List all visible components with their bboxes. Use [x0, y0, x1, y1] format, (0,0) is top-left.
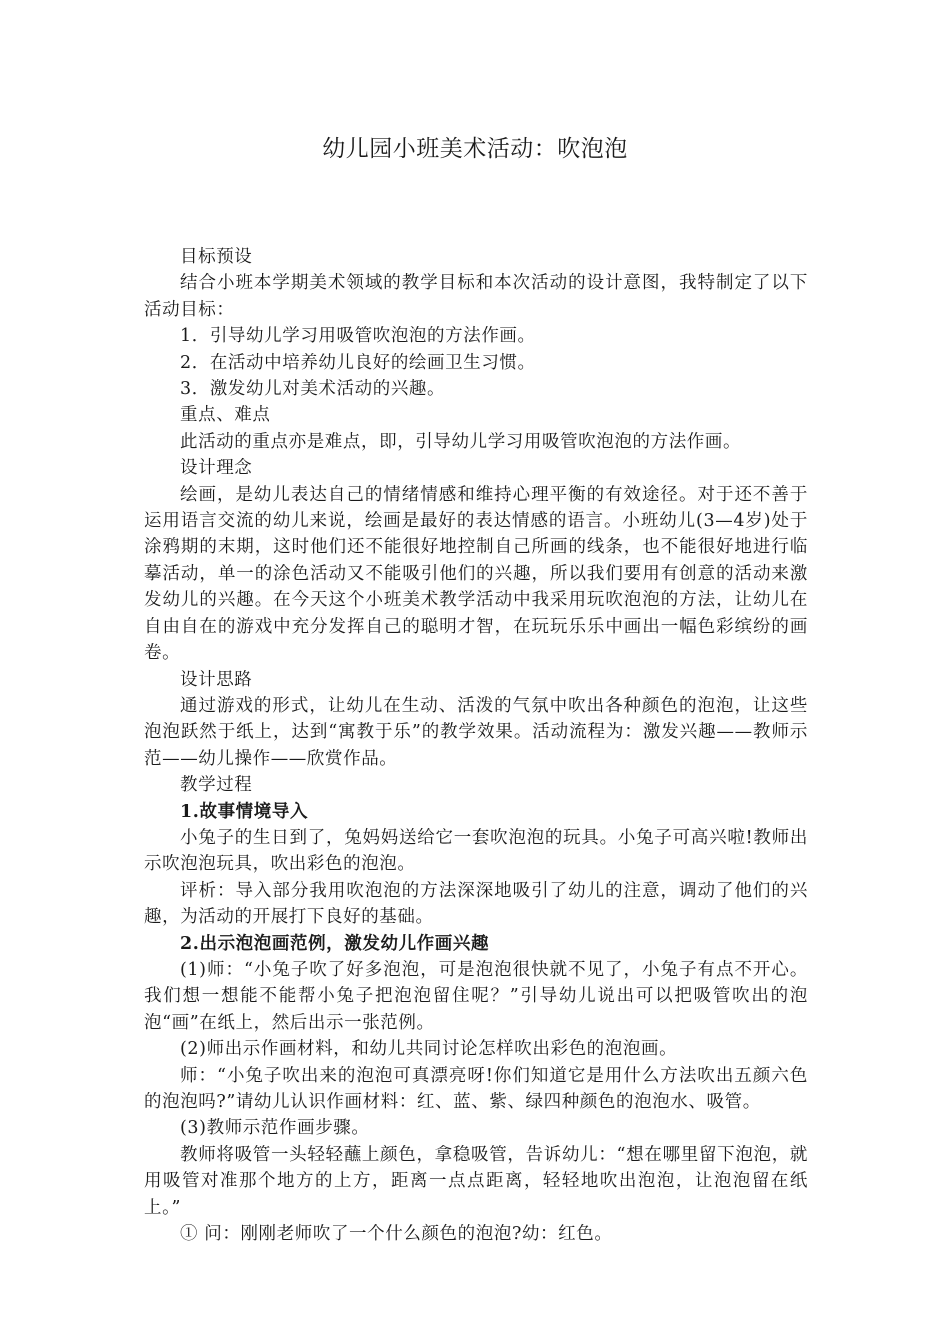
paragraph-teacher-quote: 师：“小兔子吹出来的泡泡可真漂亮呀!你们知道它是用什么方法吹出五颜六色的泡泡吗?”请幼儿认识作画材料：红、蓝、紫、绿四种颜色的泡泡水、吸管。 [144, 1065, 808, 1112]
paragraph-substep-2: (2)师出示作画材料，和幼儿共同讨论怎样吹出彩色的泡泡画。 [180, 1039, 678, 1060]
section-heading-design-concept: 设计理念 [180, 458, 253, 479]
paragraph-key-points: 此活动的重点亦是难点，即，引导幼儿学习用吸管吹泡泡的方法作画。 [180, 431, 742, 452]
section-heading-key-points: 重点、难点 [180, 405, 271, 426]
section-heading-teaching-process: 教学过程 [180, 775, 253, 796]
step-heading-2: 2.出示泡泡画范例，激发幼儿作画兴趣 [180, 933, 490, 954]
paragraph-question-1: ① 问：刚刚老师吹了一个什么颜色的泡泡?幼：红色。 [180, 1224, 613, 1245]
paragraph-substep-1: (1)师：“小兔子吹了好多泡泡，可是泡泡很快就不见了，小兔子有点不开心。我们想一想能不能帮小兔子把泡泡留住呢？”引导幼儿说出可以把吸管吹出的泡泡“画”在纸上，然后出示一张范例。 [144, 959, 808, 1033]
goal-item-1: 1．引导幼儿学习用吸管吹泡泡的方法作画。 [180, 326, 536, 347]
goal-item-3: 3．激发幼儿对美术活动的兴趣。 [180, 379, 446, 400]
section-heading-design-ideas: 设计思路 [180, 669, 253, 690]
document-body [144, 244, 808, 1247]
paragraph-demo-steps: 教师将吸管一头轻轻蘸上颜色，拿稳吸管，告诉幼儿：“想在哪里留下泡泡，就用吸管对准那个地方的上方，距离一点点距离，轻轻地吹出泡泡，让泡泡留在纸上。” [144, 1144, 808, 1218]
paragraph-goals-intro: 结合小班本学期美术领域的教学目标和本次活动的设计意图，我特制定了以下活动目标： [144, 273, 808, 320]
goal-item-2: 2．在活动中培养幼儿良好的绘画卫生习惯。 [180, 352, 536, 373]
paragraph-story-intro: 小兔子的生日到了，兔妈妈送给它一套吹泡泡的玩具。小兔子可高兴啦!教师出示吹泡泡玩具，吹出彩色的泡泡。 [144, 827, 808, 875]
paragraph-design-ideas: 通过游戏的形式，让幼儿在生动、活泼的气氛中吹出各种颜色的泡泡，让这些泡泡跃然于纸上，达到“寓教于乐”的教学效果。活动流程为：激发兴趣——教师示范——幼儿操作——欣赏作品。 [144, 695, 808, 769]
section-heading-goals: 目标预设 [180, 247, 253, 267]
paragraph-design-concept: 绘画，是幼儿表达自己的情绪情感和维持心理平衡的有效途径。对于还不善于运用语言交流的幼儿来说，绘画是最好的表达情感的语言。小班幼儿(3—4岁)处于涂鸦期的末期，这时他们还不能很好地控制自己所画的线条，也不能很好地进行临摹活动，单一的涂色活动又不能吸引他们的兴趣，所以我们要用有创意的活动来激发幼儿的兴趣。在今天这个小班美术教学活动中我采用玩吹泡泡的方法，让幼儿在自由自在的游戏中充分发挥自己的聪明才智，在玩玩乐乐中画出一幅色彩缤纷的画卷。 [144, 484, 808, 664]
step-heading-1: 1.故事情境导入 [180, 801, 309, 822]
paragraph-analysis: 评析：导入部分我用吹泡泡的方法深深地吸引了幼儿的注意，调动了他们的兴趣，为活动的开展打下良好的基础。 [144, 880, 808, 928]
paragraph-substep-3: (3)教师示范作画步骤。 [180, 1118, 370, 1139]
document-title: 幼儿园小班美术活动：吹泡泡 [322, 136, 628, 162]
